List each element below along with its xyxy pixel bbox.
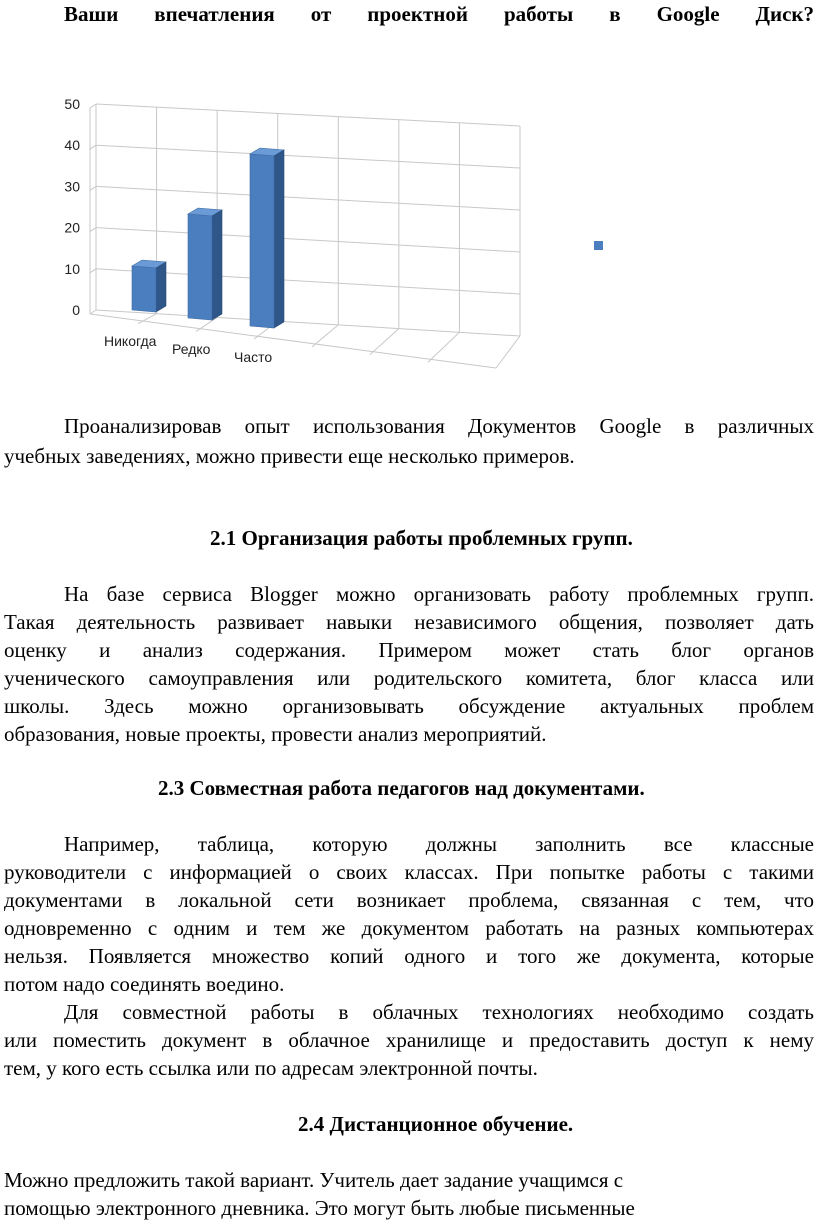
floor-gridline [312,325,338,347]
paragraph-2-3-line-3: документами в локальной сети возникает проблема, связанная с тем, что [4,888,814,912]
intro-line-1: Проанализировав опыт использования Документов Google в различных [64,414,814,438]
chart-x-ticks [104,333,272,365]
paragraph-2-3b-line-1: Для совместной работы в облачных технологиях необходимо создать [64,1000,814,1024]
paragraph-2-3-line-2: руководители с информацией о своих классах. При попытке работы с такими [4,860,814,884]
gridline-h [96,228,520,252]
paragraph-2-3-line-4: одновременно с одним и тем же документом работать на разных компьютерах [4,916,814,940]
gridline-h [90,145,96,149]
paragraph-2-3-line-1: Например, таблица, которую должны заполнить все классные [64,832,814,856]
x-tick-label: Часто [234,349,273,365]
bar [132,266,156,312]
bar [250,154,274,328]
paragraph-2-4-line-1: Можно предложить такой вариант. Учитель дает задание учащимся с [4,1168,624,1192]
y-tick-label: 10 [64,260,80,277]
chart-bars [132,148,284,328]
section-heading-2-1: 2.1 Организация работы проблемных групп. [210,526,633,550]
floor-gridline [370,329,399,355]
section-heading-2-4: 2.4 Дистанционное обучение. [298,1112,574,1136]
y-tick-label: 40 [64,137,80,154]
floor-edge [496,336,520,368]
bar-side [274,150,284,328]
gridline-h [96,145,520,168]
y-tick-label: 20 [64,219,80,236]
paragraph-2-1-line-4: ученического самоуправления или родительского комитета, блог класса или [4,666,814,690]
paragraph-2-4-line-2: помощью электронного дневника. Это могут быть любые письменные [4,1196,635,1220]
paragraph-2-3b-line-3: тем, у кого есть ссылка или по адресам электронной почты. [4,1056,538,1080]
paragraph-2-3-line-6: потом надо соединять воедино. [4,972,285,996]
gridline-h [90,269,96,273]
gridline-h [90,228,96,232]
paragraph-2-3-line-5: нельзя. Появляется множество копий одного и того же документа, которые [4,944,814,968]
y-tick-label: 0 [72,302,80,318]
paragraph-2-1-line-5: школы. Здесь можно организовывать обсуждение актуальных проблем [4,694,814,718]
section-heading-2-3: 2.3 Совместная работа педагогов над документами. [158,776,645,800]
gridline-h [90,310,96,314]
legend-marker [594,241,603,250]
floor-gridline [428,332,459,362]
paragraph-2-3b-line-2: или поместить документ в облачное хранилище и предоставить доступ к нему [4,1028,814,1052]
paragraph-2-1-line-1: На базе сервиса Blogger можно организовать работу проблемных групп. [64,582,814,606]
paragraph-2-1-line-3: оценку и анализ содержания. Примером может стать блог органов [4,638,814,662]
paragraph-2-1-line-6: образования, новые проекты, провести анализ мероприятий. [4,722,547,746]
bar [188,214,212,320]
bar-side [212,210,222,320]
y-tick-label: 30 [64,178,80,195]
chart-y-ticks [64,96,80,318]
page-title: Ваши впечатления от проектной работы в Google Диск? [64,2,814,26]
x-tick-label: Никогда [104,333,157,349]
bar-chart [56,96,616,386]
gridline-h [90,104,96,108]
gridline-h [90,186,96,190]
gridline-h [96,104,520,126]
y-tick-label: 50 [64,96,80,112]
gridline-h [96,186,520,210]
chart-grid [90,104,520,368]
paragraph-2-1-line-2: Такая деятельность развивает навыки независимого общения, позволяет дать [4,610,814,634]
x-tick-label: Редко [172,341,211,357]
intro-line-2: учебных заведениях, можно привести еще несколько примеров. [4,444,575,468]
bar-side [156,262,166,312]
